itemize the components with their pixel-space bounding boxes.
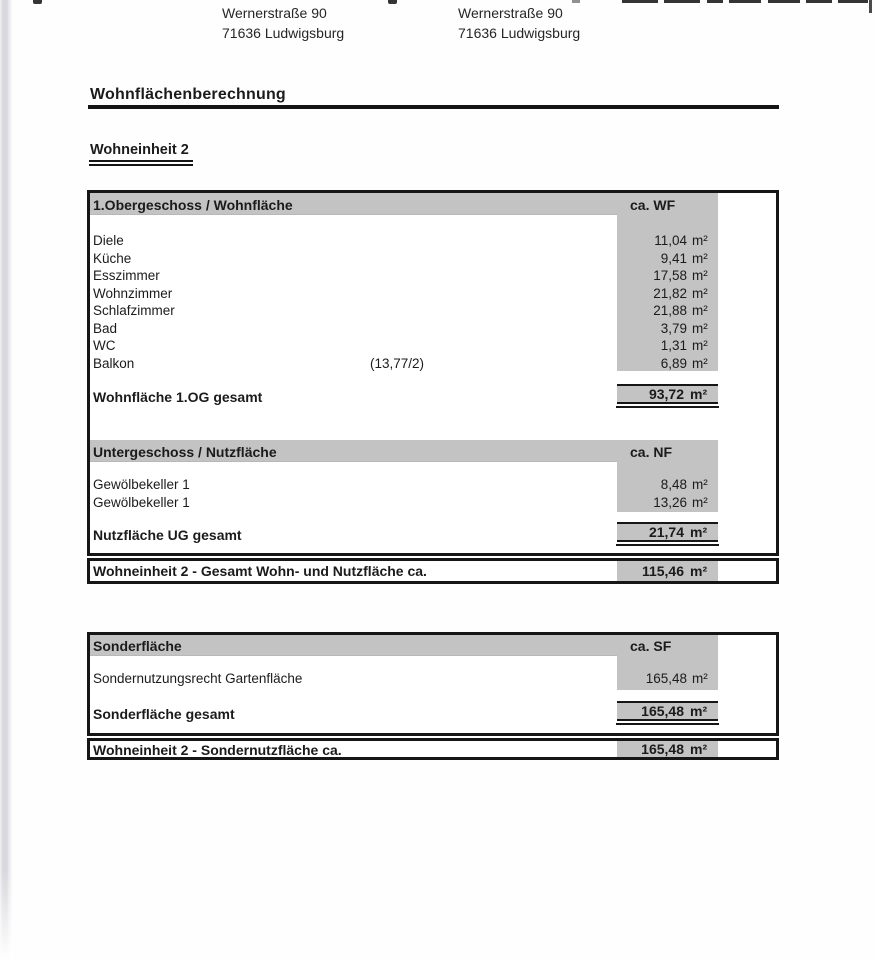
unit-heading: Wohneinheit 2: [90, 142, 189, 158]
row-label: Wohnzimmer: [93, 286, 173, 301]
row-value: 13,26: [653, 495, 687, 510]
row-value: 1,31: [660, 338, 687, 353]
subtotal-value: 165,48: [641, 703, 684, 719]
grand-total-label: Wohneinheit 2 - Sondernutzfläche ca.: [93, 742, 342, 758]
address-street: Wernerstraße 90: [222, 5, 327, 21]
row-label: Gewölbekeller 1: [93, 495, 190, 510]
row-value: 6,89: [660, 356, 687, 371]
row-unit: m²: [692, 303, 708, 318]
subtotal-label: Sonderfläche gesamt: [93, 706, 235, 722]
cropped-text-fragment: [768, 0, 800, 3]
section-header-band: [90, 635, 718, 655]
table-row: [90, 251, 776, 268]
table-row: [90, 268, 776, 285]
subtotal-value-cell: [617, 384, 718, 404]
row-label: Schlafzimmer: [93, 303, 175, 318]
subtotal-value-cell: [617, 522, 718, 542]
row-label: Bad: [93, 321, 118, 336]
table-row: [90, 671, 776, 688]
address-street: Wernerstraße 90: [458, 5, 563, 21]
row-label: WC: [93, 338, 116, 353]
cropped-text-fragment: [707, 0, 723, 3]
special-area-table: [87, 632, 779, 736]
section-header-rule: [90, 461, 617, 462]
grand-total-row: [87, 738, 779, 760]
table-row: [90, 303, 776, 320]
subtotal-unit: m²: [690, 524, 708, 540]
row-label: Sondernutzungsrecht Gartenfläche: [93, 671, 303, 686]
column-header: ca. WF: [630, 197, 676, 213]
column-header: ca. NF: [630, 444, 673, 460]
column-header: ca. SF: [630, 638, 672, 654]
cropped-text-fragment: [664, 0, 700, 3]
subtotal-value: 93,72: [648, 386, 684, 402]
cropped-text-fragment: [806, 0, 832, 3]
address-city: 71636 Ludwigsburg: [222, 25, 345, 41]
table-row: [90, 233, 776, 250]
unit-heading-underline: [89, 164, 193, 166]
subtotal-unit: m²: [690, 703, 708, 719]
title-underline: [88, 105, 779, 109]
document-title: Wohnflächenberechnung: [90, 86, 286, 103]
grand-total-value-cell: [617, 741, 718, 757]
table-row: [90, 495, 776, 512]
grand-total-label: Wohneinheit 2 - Gesamt Wohn- und Nutzfläche ca.: [93, 563, 427, 579]
row-value: 21,88: [653, 303, 687, 318]
row-value: 11,04: [654, 233, 687, 248]
section-title: Untergeschoss / Nutzfläche: [93, 444, 277, 460]
table-row: [90, 338, 776, 355]
row-unit: m²: [692, 233, 708, 248]
subtotal-unit: m²: [690, 386, 708, 402]
table-row: [90, 477, 776, 494]
row-unit: m²: [692, 251, 708, 266]
table-row: [90, 286, 776, 303]
row-label: Diele: [93, 233, 124, 248]
table-row: [90, 356, 776, 373]
row-unit: m²: [692, 268, 708, 283]
grand-total-value: 115,46: [641, 563, 684, 579]
row-unit: m²: [692, 356, 708, 371]
row-value: 3,79: [660, 321, 687, 336]
address-block-right: [458, 3, 580, 43]
table-row: [90, 321, 776, 338]
row-value: 21,82: [653, 286, 687, 301]
grand-total-unit: m²: [690, 563, 708, 579]
address-city: 71636 Ludwigsburg: [458, 25, 581, 41]
grand-total-value: 165,48: [641, 741, 684, 757]
cropped-text-fragment: [33, 0, 42, 4]
row-unit: m²: [692, 321, 708, 336]
subtotal-label: Nutzfläche UG gesamt: [93, 527, 242, 543]
cropped-text-fragment: [838, 0, 868, 3]
row-unit: m²: [692, 495, 708, 510]
row-value: 17,58: [653, 268, 687, 283]
row-unit: m²: [692, 338, 708, 353]
row-label: Küche: [93, 251, 132, 266]
cropped-table-line-fragment: [869, 0, 872, 13]
grand-total-value-cell: [617, 561, 718, 581]
section-title: 1.Obergeschoss / Wohnfläche: [93, 197, 293, 213]
section-header-rule: [90, 214, 617, 215]
grand-total-row: [87, 558, 779, 584]
row-label: Gewölbekeller 1: [93, 477, 190, 492]
unit-heading-underline: [89, 160, 193, 162]
row-label: Esszimmer: [93, 268, 160, 283]
photo-edge-shadow: [0, 0, 13, 960]
row-unit: m²: [692, 477, 708, 492]
subtotal-label: Wohnfläche 1.OG gesamt: [93, 389, 263, 405]
section-header-rule: [90, 655, 617, 656]
row-unit: m²: [692, 286, 708, 301]
area-table-wohneinheit: [87, 190, 779, 556]
cropped-text-fragment: [388, 0, 397, 4]
cropped-text-fragment: [622, 0, 658, 3]
section-title: Sonderfläche: [93, 638, 182, 654]
subtotal-value-cell: [617, 701, 718, 721]
address-block-left: [222, 3, 344, 43]
row-value: 9,41: [660, 251, 687, 266]
row-unit: m²: [692, 671, 708, 686]
row-value: 8,48: [660, 477, 687, 492]
row-value: 165,48: [645, 671, 687, 686]
grand-total-unit: m²: [690, 741, 708, 757]
row-label: Balkon: [93, 356, 135, 371]
subtotal-value: 21,74: [648, 524, 684, 540]
cropped-text-fragment: [729, 0, 761, 3]
row-note: (13,77/2): [370, 356, 425, 371]
